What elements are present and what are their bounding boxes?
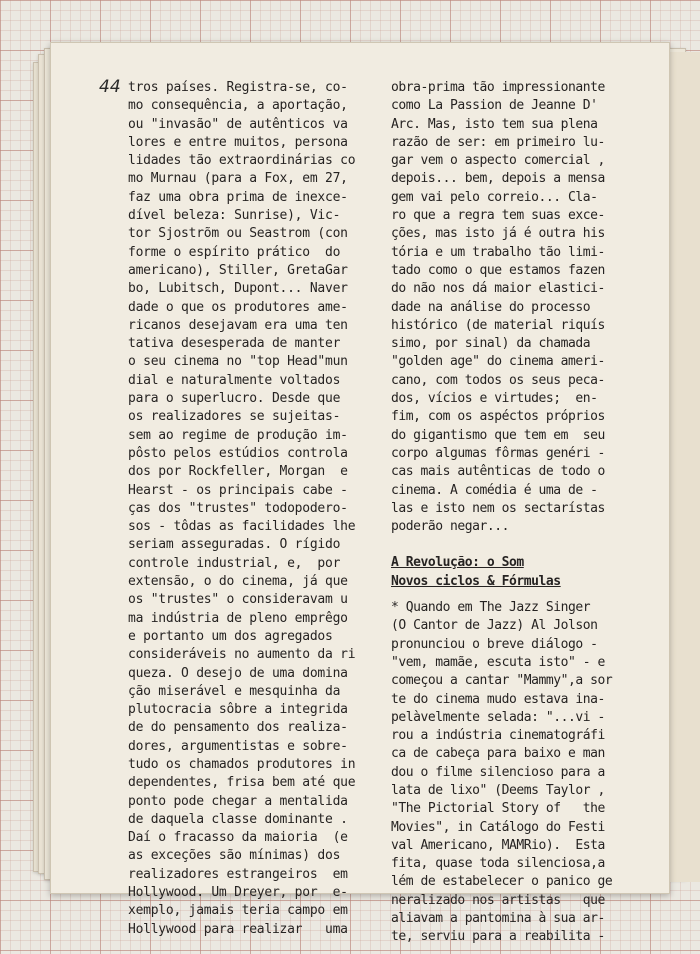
text-line: ro que a regra tem suas exce- bbox=[391, 208, 605, 224]
text-line: "golden age" do cinema ameri- bbox=[391, 354, 605, 370]
text-line: as exceções são mínimas) dos bbox=[128, 848, 341, 864]
text-line: fita, quase toda silenciosa,a bbox=[391, 856, 605, 872]
heading-line: A Revolução: o Som bbox=[391, 555, 524, 571]
text-line: tativa desesperada de manter bbox=[128, 336, 341, 352]
text-line: sem ao regime de produção im- bbox=[128, 427, 348, 443]
text-line: realizadores estrangeiros em bbox=[128, 866, 348, 882]
text-line: de daquela classe dominante . bbox=[128, 811, 348, 827]
text-line: fim, com os aspéctos próprios bbox=[391, 409, 605, 425]
text-line: ou "invasão" de autênticos va bbox=[128, 116, 348, 132]
text-line: dível beleza: Sunrise), Vic- bbox=[128, 208, 341, 224]
text-line: gar vem o aspecto comercial , bbox=[391, 153, 605, 169]
page-number: 44 bbox=[99, 77, 121, 97]
text-line: te do cinema mudo estava ina- bbox=[391, 691, 605, 707]
text-line: e portanto um dos agregados bbox=[128, 628, 333, 644]
text-line: dos, vícios e virtudes; en- bbox=[391, 391, 598, 407]
text-line: pôsto pelos estúdios controla bbox=[128, 445, 348, 461]
text-line: Daí o fracasso da maioria (e bbox=[128, 830, 348, 846]
text-line: dade o que os produtores ame- bbox=[128, 299, 348, 315]
text-line: Movies", in Catálogo do Festi bbox=[391, 819, 605, 835]
text-line: lata de lixo" (Deems Taylor , bbox=[391, 782, 605, 798]
text-line: corpo algumas fôrmas genéri - bbox=[391, 445, 605, 461]
text-line: "The Pictorial Story of the bbox=[391, 801, 605, 817]
text-line: obra-prima tão impressionante bbox=[391, 80, 605, 95]
text-line: gem vai pelo correio... Cla- bbox=[391, 189, 598, 205]
text-line: Hearst - os principais cabe - bbox=[128, 482, 348, 498]
text-line: te, serviu para a reabilita - bbox=[391, 929, 605, 945]
text-line: * Quando em The Jazz Singer bbox=[391, 600, 591, 616]
text-line: tudo os chamados produtores in bbox=[128, 756, 356, 772]
text-line: americano), Stiller, GretaGar bbox=[128, 262, 348, 278]
text-line: começou a cantar "Mammy",a sor bbox=[391, 673, 613, 689]
text-line: Hollywood para realizar uma bbox=[128, 921, 348, 937]
text-line: para o superlucro. Desde que bbox=[128, 391, 341, 407]
text-line: dos por Rockfeller, Morgan e bbox=[128, 464, 348, 480]
text-line: pelàvelmente selada: "...vi - bbox=[391, 709, 605, 725]
text-line: lores e entre muitos, persona bbox=[128, 134, 348, 150]
text-line: histórico (de material riquís bbox=[391, 317, 605, 333]
text-line: xemplo, jamais teria campo em bbox=[128, 903, 348, 919]
text-line: cas mais autênticas de todo o bbox=[391, 464, 605, 480]
text-line: ponto pode chegar a mentalida bbox=[128, 793, 348, 809]
typewritten-page bbox=[50, 42, 670, 945]
text-line: rou a indústria cinematográfi bbox=[391, 728, 605, 744]
text-line: razão de ser: em primeiro lu- bbox=[391, 134, 605, 150]
text-line: ças dos "trustes" todopodero- bbox=[128, 500, 348, 516]
heading-line: Novos ciclos & Fórmulas bbox=[391, 573, 561, 589]
text-line: do gigantismo que tem em seu bbox=[391, 427, 605, 443]
text-line: cano, com todos os seus peca- bbox=[391, 372, 605, 388]
text-line: dependentes, frisa bem até que bbox=[128, 775, 356, 791]
text-line: como La Passion de Jeanne D' bbox=[391, 98, 598, 114]
text-line: sos - tôdas as facilidades lhe bbox=[128, 519, 356, 535]
text-line: Hollywood. Um Dreyer, por e- bbox=[128, 885, 348, 901]
text-line: (O Cantor de Jazz) Al Jolson bbox=[391, 618, 598, 634]
text-line: os "trustes" o consideravam u bbox=[128, 592, 348, 608]
text-line: forme o espírito prático do bbox=[128, 244, 341, 260]
text-line: aliavam a pantomina à sua ar- bbox=[391, 911, 605, 927]
text-line: tor Sjostrõm ou Seastrom (con bbox=[128, 226, 348, 242]
text-line: consideráveis no aumento da ri bbox=[128, 647, 356, 663]
text-line: o seu cinema no "top Head"mun bbox=[128, 354, 348, 370]
section-heading bbox=[391, 554, 633, 591]
text-line: queza. O desejo de uma domina bbox=[128, 665, 348, 681]
text-line: bo, Lubitsch, Dupont... Naver bbox=[128, 281, 348, 297]
text-line: tros países. Registra-se, co- bbox=[128, 80, 348, 95]
text-line: neralizado nos artistas que bbox=[391, 892, 605, 908]
text-line: seriam asseguradas. O rígido bbox=[128, 537, 341, 553]
text-line: "vem, mamãe, escuta isto" - e bbox=[391, 654, 605, 670]
text-line: lidades tão extraordinárias co bbox=[128, 153, 356, 169]
text-line: ca de cabeça para baixo e man bbox=[391, 746, 605, 762]
text-line: os realizadores se sujeitas- bbox=[128, 409, 341, 425]
text-line: cinema. A comédia é uma de - bbox=[391, 482, 598, 498]
text-line: lém de estabelecer o panico ge bbox=[391, 874, 613, 890]
left-text-column bbox=[128, 79, 410, 939]
text-line: simo, por sinal) da chamada bbox=[391, 336, 591, 352]
text-line: do não nos dá maior elastici- bbox=[391, 281, 605, 297]
text-line: dade na análise do processo bbox=[391, 299, 591, 315]
text-line: de do pensamento dos realiza- bbox=[128, 720, 348, 736]
text-line: ção miserável e mesquinha da bbox=[128, 683, 341, 699]
text-line: dial e naturalmente voltados bbox=[128, 372, 341, 388]
text-line: val Americano, MAMRio). Esta bbox=[391, 837, 605, 853]
text-line: dores, argumentistas e sobre- bbox=[128, 738, 348, 754]
text-line: ma indústria de pleno emprêgo bbox=[128, 610, 348, 626]
text-line: ções, mas isto já é outra his bbox=[391, 226, 605, 242]
right-text-column bbox=[391, 79, 633, 947]
text-line: dou o filme silencioso para a bbox=[391, 764, 605, 780]
text-line: plutocracia sôbre a integrida bbox=[128, 702, 348, 718]
text-line: extensão, o do cinema, já que bbox=[128, 574, 348, 590]
text-line: Arc. Mas, isto tem sua plena bbox=[391, 116, 598, 132]
text-line: depois... bem, depois a mensa bbox=[391, 171, 605, 187]
text-line: tória e um trabalho tão limi- bbox=[391, 244, 605, 260]
text-line: mo consequência, a aportação, bbox=[128, 98, 348, 114]
text-line: pronunciou o breve diálogo - bbox=[391, 636, 598, 652]
text-line: faz uma obra prima de inexce- bbox=[128, 189, 348, 205]
text-line: las e isto nem os sectarístas bbox=[391, 500, 605, 516]
text-line: poderão negar... bbox=[391, 519, 510, 535]
text-line: mo Murnau (para a Fox, em 27, bbox=[128, 171, 348, 187]
text-line: tado como o que estamos fazen bbox=[391, 262, 605, 278]
text-line: ricanos desejavam era uma ten bbox=[128, 317, 348, 333]
text-line: controle industrial, e, por bbox=[128, 555, 341, 571]
